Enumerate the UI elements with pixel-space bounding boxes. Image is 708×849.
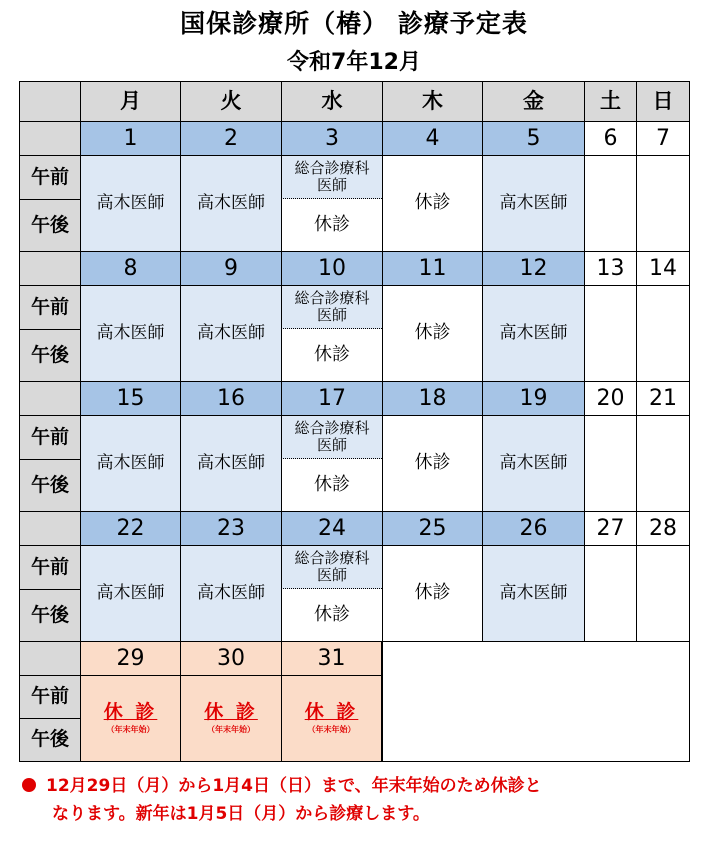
- date-cell: 17: [281, 381, 382, 415]
- week-label-cell: [19, 511, 80, 545]
- am-label: 午前: [19, 415, 80, 459]
- doctor-cell: 高木医師: [482, 415, 584, 511]
- date-cell: 27: [584, 511, 636, 545]
- date-cell: 6: [584, 121, 636, 155]
- closed-cell: 休診: [281, 459, 382, 511]
- weekday-header: 金: [482, 81, 584, 121]
- date-cell: 9: [180, 251, 281, 285]
- pm-label: 午後: [19, 199, 80, 251]
- date-cell: 26: [482, 511, 584, 545]
- closed-cell: 休診: [281, 589, 382, 641]
- holiday-closed-cell: [281, 675, 382, 762]
- am-label: 午前: [19, 155, 80, 199]
- empty-cell: [584, 415, 636, 511]
- weekday-header: 木: [382, 81, 482, 121]
- pm-label: 午後: [19, 589, 80, 641]
- doctor-cell: 高木医師: [482, 285, 584, 381]
- closed-cell: 休診: [382, 545, 482, 641]
- date-cell: 22: [80, 511, 180, 545]
- closed-cell: 休診: [382, 415, 482, 511]
- doctor-cell: 高木医師: [180, 155, 281, 251]
- date-cell: 29: [80, 641, 180, 675]
- holiday-reason-label: （年末年始）: [307, 725, 356, 735]
- date-cell: 2: [180, 121, 281, 155]
- week-label-cell: [19, 641, 80, 675]
- weekday-header: 月: [80, 81, 180, 121]
- week-label-cell: [19, 121, 80, 155]
- date-cell: 1: [80, 121, 180, 155]
- date-cell: 19: [482, 381, 584, 415]
- weekday-header: 水: [281, 81, 382, 121]
- doctor-cell: 高木医師: [80, 285, 180, 381]
- doctor-cell: 高木医師: [80, 415, 180, 511]
- date-cell: 23: [180, 511, 281, 545]
- week-label-cell: [19, 381, 80, 415]
- date-cell: 21: [636, 381, 690, 415]
- date-cell: 4: [382, 121, 482, 155]
- date-cell: 3: [281, 121, 382, 155]
- closed-cell: 休診: [382, 285, 482, 381]
- closed-cell: 休診: [382, 155, 482, 251]
- date-cell: 14: [636, 251, 690, 285]
- date-cell: 30: [180, 641, 281, 675]
- empty-cell: [636, 155, 690, 251]
- empty-cell: [584, 155, 636, 251]
- empty-cell: [584, 285, 636, 381]
- pm-label: 午後: [19, 329, 80, 381]
- holiday-closed-label: 休 診: [304, 701, 359, 724]
- date-cell: 7: [636, 121, 690, 155]
- notice-line-2: なります。新年は1月5日（月）から診療します。: [52, 804, 430, 824]
- empty-cell: [636, 415, 690, 511]
- closed-cell: 休診: [281, 199, 382, 251]
- holiday-reason-label: （年末年始）: [106, 725, 155, 735]
- date-cell: 13: [584, 251, 636, 285]
- am-label: 午前: [19, 545, 80, 589]
- date-cell: 8: [80, 251, 180, 285]
- general-doctor-cell: 総合診療科医師: [281, 155, 382, 199]
- doctor-cell: 高木医師: [180, 415, 281, 511]
- general-doctor-cell: 総合診療科医師: [281, 545, 382, 589]
- date-cell: 24: [281, 511, 382, 545]
- bullet-icon: [22, 778, 36, 792]
- date-cell: 28: [636, 511, 690, 545]
- pm-label: 午後: [19, 718, 80, 762]
- doctor-cell: 高木医師: [180, 545, 281, 641]
- page-title: 国保診療所（椿） 診療予定表: [180, 9, 528, 38]
- doctor-cell: 高木医師: [80, 545, 180, 641]
- notice-line-1: 12月29日（月）から1月4日（日）まで、年末年始のため休診と: [46, 776, 542, 796]
- closed-cell: 休診: [281, 329, 382, 381]
- week-label-cell: [19, 251, 80, 285]
- date-cell: 10: [281, 251, 382, 285]
- corner-cell: [19, 81, 80, 121]
- holiday-closed-label: 休 診: [103, 701, 158, 724]
- empty-cell: [584, 545, 636, 641]
- empty-cell: [636, 545, 690, 641]
- holiday-closed-label: 休 診: [204, 701, 258, 724]
- doctor-cell: 高木医師: [180, 285, 281, 381]
- holiday-closed-cell: [180, 675, 281, 762]
- pm-label: 午後: [19, 459, 80, 511]
- date-cell: 20: [584, 381, 636, 415]
- holiday-reason-label: （年末年始）: [207, 725, 255, 735]
- date-cell: 15: [80, 381, 180, 415]
- month-subtitle: 令和7年12月: [287, 50, 421, 75]
- general-doctor-cell: 総合診療科医師: [281, 415, 382, 459]
- general-doctor-cell: 総合診療科医師: [281, 285, 382, 329]
- doctor-cell: 高木医師: [482, 545, 584, 641]
- empty-region: [382, 641, 690, 762]
- am-label: 午前: [19, 675, 80, 718]
- weekday-header: 日: [636, 81, 690, 121]
- holiday-closed-cell: [80, 675, 180, 762]
- holiday-notice: [22, 772, 692, 828]
- weekday-header: 火: [180, 81, 281, 121]
- date-cell: 5: [482, 121, 584, 155]
- date-cell: 11: [382, 251, 482, 285]
- date-cell: 25: [382, 511, 482, 545]
- date-cell: 18: [382, 381, 482, 415]
- doctor-cell: 高木医師: [482, 155, 584, 251]
- am-label: 午前: [19, 285, 80, 329]
- weekday-header: 土: [584, 81, 636, 121]
- date-cell: 16: [180, 381, 281, 415]
- date-cell: 31: [281, 641, 382, 675]
- empty-cell: [636, 285, 690, 381]
- date-cell: 12: [482, 251, 584, 285]
- doctor-cell: 高木医師: [80, 155, 180, 251]
